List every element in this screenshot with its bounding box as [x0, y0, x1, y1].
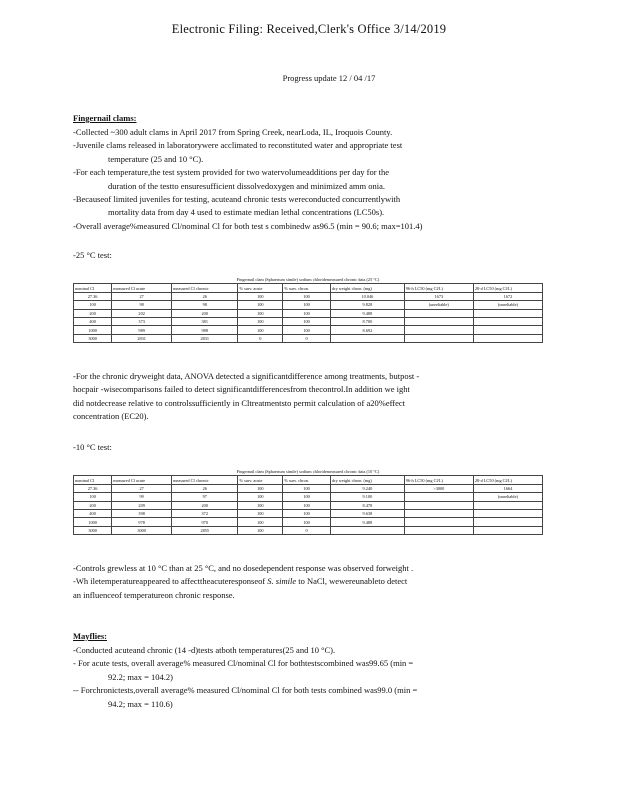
- anova-paragraph-line: -For the chronic dryweight data, ANOVA detected a significantdifference among treatments, butpost -: [73, 371, 420, 381]
- fingernail-note-line: -For each temperature,the test system provided for two watervolumeadditions per day for the: [73, 167, 390, 178]
- table-cell: [404, 493, 473, 501]
- table-cell: 0: [283, 526, 331, 534]
- table-cell: [404, 309, 473, 317]
- fingernail-note-line: -Overall average%measured Cl/nominal Cl for both test s combinedw as96.5 (min = 90.6; max=101.4): [73, 220, 423, 231]
- table-cell: 373: [112, 317, 172, 325]
- table-cell: [473, 501, 542, 509]
- column-header: measured Cl acute: [112, 476, 172, 484]
- table-cell: 9.488: [331, 309, 405, 317]
- table-caption: Fingernail clam (Sphaerium simile) sodium chloridemeasured chronic data (25 °C): [74, 276, 543, 284]
- fingernail-note-line: -Collected ~300 adult clams in April 2017 from Spring Creek, nearLoda, IL, Iroquois County.: [73, 127, 393, 137]
- fingernail-note-line: mortality data from day 4 used to estimate median lethal concentrations (LC50s).: [108, 207, 385, 218]
- table-cell: 1673: [404, 292, 473, 300]
- progress-update-title: Progress update 12 / 04 /17: [282, 73, 376, 83]
- table-cell: 0: [238, 334, 283, 342]
- table-row: [74, 509, 543, 517]
- table-cell: 100: [283, 317, 331, 325]
- table-cell: 27: [112, 292, 172, 300]
- table-row: [74, 292, 543, 300]
- table-cell: [473, 334, 542, 342]
- table-cell: 100: [283, 484, 331, 492]
- table-cell: 100: [238, 501, 283, 509]
- mayflies-notes: [73, 644, 553, 711]
- table-cell: 989: [112, 326, 172, 334]
- table-cell: 988: [172, 326, 238, 334]
- column-header: measured Cl chronic: [172, 284, 238, 292]
- table-cell: 400: [74, 317, 112, 325]
- table-cell: 2855: [172, 526, 238, 534]
- column-header: measured Cl acute: [112, 284, 172, 292]
- table-cell: 9.488: [331, 518, 405, 526]
- mayfly-note-line: -Conducted acuteand chronic (14 -d)tests atboth temperatures(25 and 10 °C).: [73, 645, 336, 655]
- mayfly-note-line: -- Forchronictests,overall average% measured Cl/nominal Cl for both tests combined was99.0 (min =: [73, 685, 418, 696]
- table-cell: 2831: [112, 334, 172, 342]
- table-cell: [473, 518, 542, 526]
- table-cell: [331, 334, 405, 342]
- table-cell: 200: [172, 501, 238, 509]
- table-cell: 2831: [172, 334, 238, 342]
- fingernail-note-line: temperature (25 and 10 °C).: [108, 153, 204, 164]
- column-header: % surv. acute: [238, 476, 283, 484]
- table-cell: [404, 518, 473, 526]
- column-header: nominal Cl: [74, 284, 112, 292]
- table-cell: 100: [238, 309, 283, 317]
- table-cell: [404, 501, 473, 509]
- table-cell: 8.692: [331, 326, 405, 334]
- table-cell: [404, 509, 473, 517]
- column-header: 96-h LC50 (mg Cl/L): [404, 476, 473, 484]
- table-cell: 1000: [74, 326, 112, 334]
- table-cell: 98: [112, 301, 172, 309]
- table-cell: 27: [112, 484, 172, 492]
- table-cell: 400: [74, 509, 112, 517]
- test-25c-label: -25 °C test:: [73, 250, 112, 260]
- controls-paragraph: [73, 562, 553, 602]
- table-cell: 98: [172, 301, 238, 309]
- table-cell: 100: [74, 301, 112, 309]
- column-header: nominal Cl: [74, 476, 112, 484]
- table-cell: [473, 309, 542, 317]
- column-header: dry weight chron. (mg): [331, 476, 405, 484]
- table-cell: 26: [172, 484, 238, 492]
- test-10c-label: -10 °C test:: [73, 442, 112, 452]
- table-cell: 100: [283, 326, 331, 334]
- table-cell: [404, 526, 473, 534]
- table-cell: 200: [172, 309, 238, 317]
- table-cell: 978: [112, 518, 172, 526]
- table-cell: 100: [283, 509, 331, 517]
- column-header: dry weight chron. (mg): [331, 284, 405, 292]
- table-cell: 100: [238, 317, 283, 325]
- table-cell: 1664: [473, 484, 542, 492]
- table-cell: 200: [74, 309, 112, 317]
- anova-paragraph-line: concentration (EC20).: [73, 411, 149, 422]
- table-row: [74, 326, 543, 334]
- table-cell: 100: [283, 493, 331, 501]
- table-caption: Fingernail clam (Sphaerium simile) sodium chloridemeasured chronic data (10 °C): [74, 468, 543, 476]
- column-header: % surv. chron.: [283, 476, 331, 484]
- table-cell: 100: [238, 518, 283, 526]
- table-cell: 202: [112, 309, 172, 317]
- filing-stamp: Electronic Filing: Received,Clerk's Office 3/14/2019: [171, 22, 447, 36]
- table-row: [74, 317, 543, 325]
- controls-line-3: an influenceof temperatureon chronic response.: [73, 589, 235, 600]
- anova-paragraph-line: hocpair -wisecomparisons failed to detect significantdifferencesfrom thecontrol.In addition we ight: [73, 384, 410, 395]
- table-cell: 10.046: [331, 292, 405, 300]
- mayfly-note-line: - For acute tests, overall average% measured Cl/nominal Cl for bothtestscombined was99.65 (min =: [73, 658, 414, 669]
- table-cell: 99: [112, 493, 172, 501]
- table-cell: >3000: [404, 484, 473, 492]
- column-header: % surv. chron.: [283, 284, 331, 292]
- table-cell: 1672: [473, 292, 542, 300]
- column-header: % surv. acute: [238, 284, 283, 292]
- column-header: 28-d LC50 (mg Cl/L): [473, 284, 542, 292]
- table-cell: 100: [283, 309, 331, 317]
- controls-line-1: -Controls grewless at 10 °C than at 25 °C, and no dosedependent response was observed forweight .: [73, 563, 414, 573]
- mayfly-note-line: 92.2; max = 104.2): [108, 671, 173, 682]
- column-header: 28-d LC50 (mg Cl/L): [473, 476, 542, 484]
- table-row: [74, 301, 543, 309]
- table-cell: [473, 509, 542, 517]
- table-row: [74, 484, 543, 492]
- table-cell: [331, 526, 405, 534]
- species-name: S. simile: [267, 576, 297, 587]
- table-row: [74, 334, 543, 342]
- table-cell: 100: [283, 292, 331, 300]
- anova-paragraph: [73, 370, 553, 424]
- table-cell: [404, 326, 473, 334]
- table-cell: [473, 526, 542, 534]
- table-cell: 200: [74, 501, 112, 509]
- table-cell: 26: [172, 292, 238, 300]
- table-cell: 100: [238, 509, 283, 517]
- fingernail-note-line: -Juvenile clams released in laboratorywere acclimated to reconstituted water and appropriate test: [73, 140, 403, 151]
- table-cell: 100: [238, 484, 283, 492]
- table-cell: [473, 326, 542, 334]
- table-cell: 381: [172, 317, 238, 325]
- table-cell: 8.700: [331, 317, 405, 325]
- table-row: [74, 493, 543, 501]
- fingernail-clams-notes: [73, 126, 553, 233]
- controls-line-2: -Wh iletemperatureappeared to affecttheacuteresponseof S. simile to NaCl, wewereunableto detect: [73, 576, 408, 587]
- fingernail-note-line: duration of the testto ensuresufficient dissolvedoxygen and minimized amm onia.: [108, 180, 385, 191]
- column-header: 96-h LC50 (mg Cl/L): [404, 284, 473, 292]
- table-cell: 0: [283, 334, 331, 342]
- table-25c: [73, 276, 543, 343]
- table-cell: 97: [172, 493, 238, 501]
- table-cell: (unreliable): [404, 301, 473, 309]
- table-row: [74, 518, 543, 526]
- table-cell: 398: [112, 509, 172, 517]
- table-cell: 27.36: [74, 484, 112, 492]
- table-10c: [73, 468, 543, 535]
- table-cell: 3000: [74, 334, 112, 342]
- table-cell: 3000: [112, 526, 172, 534]
- table-row: [74, 501, 543, 509]
- table-cell: 27.36: [74, 292, 112, 300]
- table-cell: 100: [74, 493, 112, 501]
- mayfly-note-line: 94.2; max = 110.6): [108, 698, 173, 709]
- table-cell: 1000: [74, 518, 112, 526]
- table-cell: 100: [238, 292, 283, 300]
- fingernail-note-line: -Becauseof limited juveniles for testing, acuteand chronic tests wereconducted concurrentlywith: [73, 194, 401, 205]
- table-cell: 372: [172, 509, 238, 517]
- table-cell: [404, 317, 473, 325]
- table-cell: 100: [283, 518, 331, 526]
- table-cell: 100: [238, 301, 283, 309]
- fingernail-clams-heading: Fingernail clams:: [73, 113, 137, 123]
- table-cell: 970: [172, 518, 238, 526]
- table-cell: 8.478: [331, 501, 405, 509]
- table-cell: 9.240: [331, 484, 405, 492]
- mayflies-heading: Mayflies:: [73, 631, 107, 641]
- table-cell: 100: [238, 326, 283, 334]
- table-cell: [404, 334, 473, 342]
- table-cell: (unreliable): [473, 301, 542, 309]
- table-cell: 9.100: [331, 493, 405, 501]
- table-cell: 9.638: [331, 509, 405, 517]
- table-cell: 100: [283, 501, 331, 509]
- anova-paragraph-line: did notdecrease relative to controlssufficiently in Cltreatmentsto permit calculation of a20%effect: [73, 397, 406, 408]
- table-cell: [473, 317, 542, 325]
- table-cell: 100: [283, 301, 331, 309]
- table-cell: 100: [238, 526, 283, 534]
- table-cell: 3000: [74, 526, 112, 534]
- column-header: measured Cl chronic: [172, 476, 238, 484]
- table-row: [74, 526, 543, 534]
- table-cell: 100: [238, 493, 283, 501]
- table-row: [74, 309, 543, 317]
- table-cell: 209: [112, 501, 172, 509]
- table-cell: (unreliable): [473, 493, 542, 501]
- table-cell: 9.828: [331, 301, 405, 309]
